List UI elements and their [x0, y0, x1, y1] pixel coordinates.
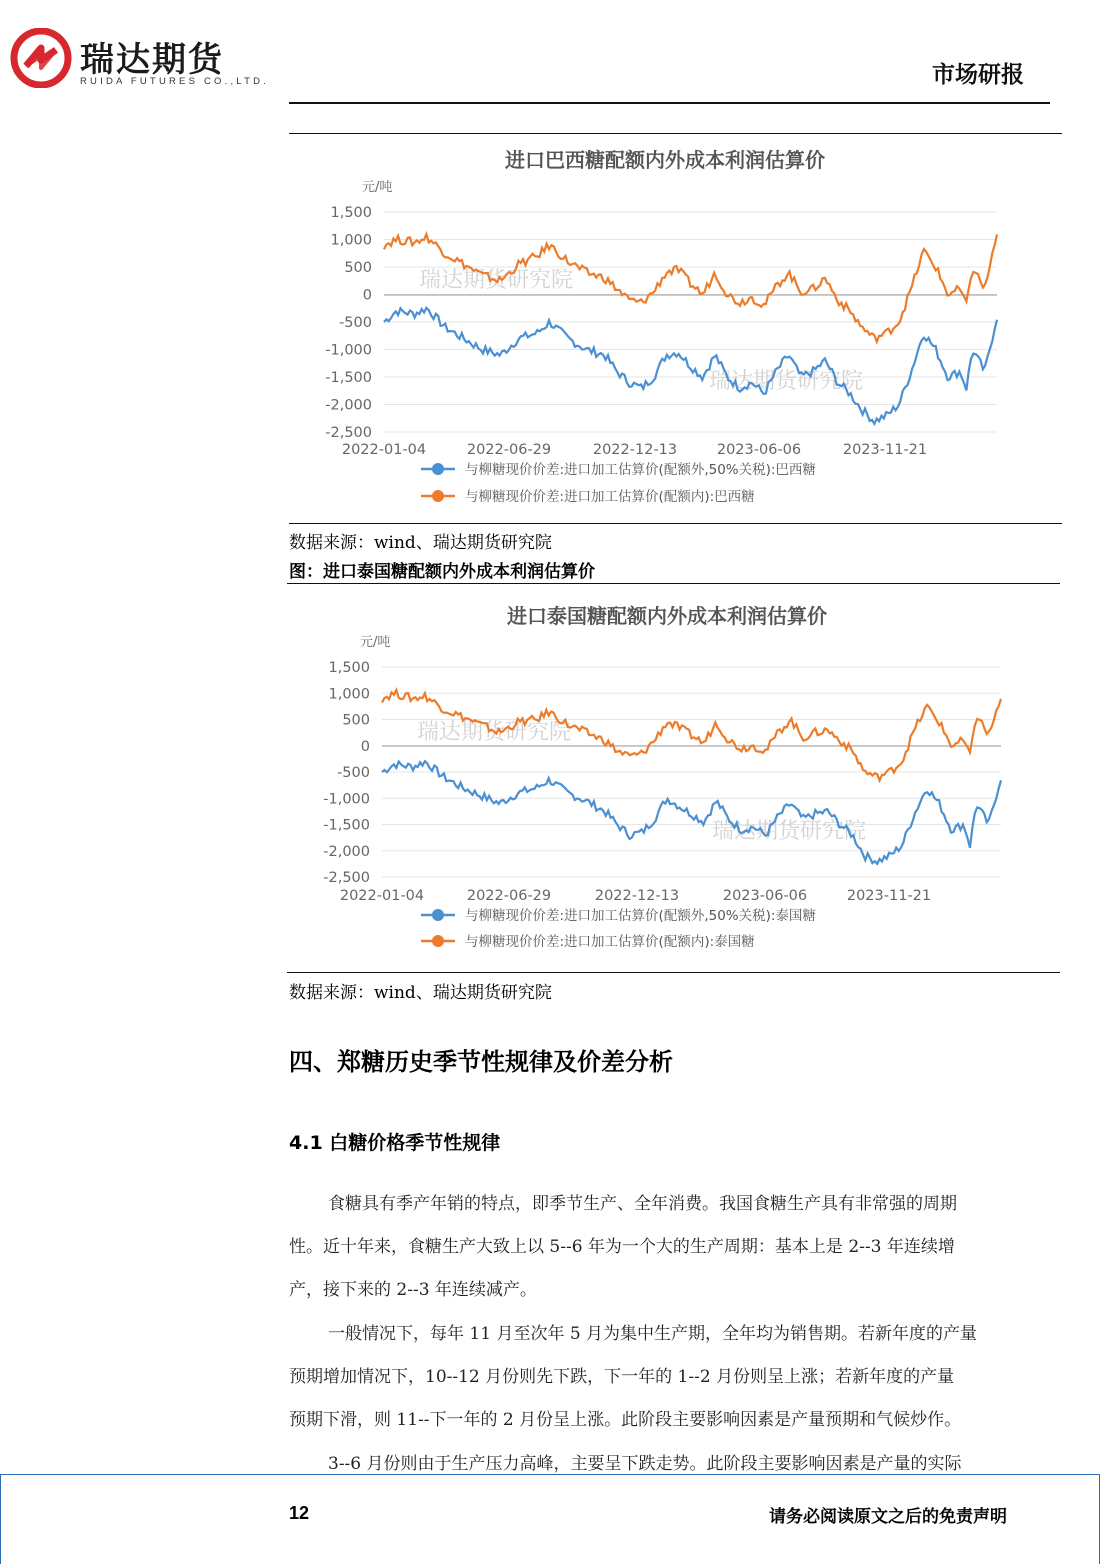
x-tick-label: 2023-06-06 [716, 442, 802, 458]
paragraph-line: 性。近十年来，食糖生产大致上以 5--6 年为一个大的生产周期：基本上是 2--3 年连续增 [289, 1237, 955, 1257]
chart-title: 进口巴西糖配额内外成本利润估算价 [505, 148, 825, 172]
section-heading: 四、郑糖历史季节性规律及价差分析 [289, 1047, 673, 1076]
y-tick-label: -2,000 [325, 397, 372, 414]
paragraph [289, 1313, 1049, 1442]
y-tick-label: -1,500 [323, 817, 370, 834]
series-line-out-quota [382, 761, 1001, 864]
legend-item-out-quota [421, 907, 816, 924]
y-tick-label: -2,000 [323, 843, 370, 860]
y-tick-label: 500 [342, 712, 370, 729]
y-axis-unit: 元/吨 [362, 180, 393, 195]
paragraph-line: 预期增加情况下，10--12 月份则先下跌，下一年的 1--2 月份则呈上涨；若新年度的产量 [289, 1367, 955, 1387]
y-tick-label: 1,000 [330, 232, 372, 249]
paragraph-line: 3--6 月份则由于生产压力高峰，主要呈下跌走势。此阶段主要影响因素是产量的实际 [328, 1454, 962, 1474]
figure-bottom-rule [287, 972, 1060, 973]
figure-caption: 图：进口泰国糖配额内外成本利润估算价 [289, 562, 595, 582]
y-tick-label: 0 [360, 738, 370, 755]
data-source: 数据来源：wind、瑞达期货研究院 [289, 983, 552, 1003]
paragraph-line: 食糖具有季产年销的特点，即季节生产、全年消费。我国食糖生产具有非常强的周期 [328, 1194, 957, 1214]
y-tick-label: 500 [344, 260, 372, 276]
x-tick-label: 2023-06-06 [722, 888, 808, 904]
report-type: 市场研报 [932, 62, 1024, 88]
watermark: 瑞达期货研究院 [712, 819, 867, 844]
legend-label: 与柳糖现价价差:进口加工估算价(配额外,50%关税):巴西糖 [465, 462, 816, 478]
y-tick-label: -500 [339, 315, 372, 331]
company-logo-icon [8, 28, 74, 88]
y-tick-label: -1,000 [323, 791, 370, 808]
x-tick-label: 2022-01-04 [341, 442, 427, 458]
subsection-heading: 4.1 白糖价格季节性规律 [289, 1132, 501, 1154]
series-line-out-quota [384, 308, 997, 424]
y-tick-label: 1,000 [328, 686, 370, 703]
x-tick-label: 2022-12-13 [592, 442, 678, 458]
x-tick-label: 2022-01-04 [339, 888, 425, 904]
y-tick-label: 1,500 [328, 660, 370, 676]
company-name: 瑞达期货 [80, 40, 224, 80]
y-tick-label: -500 [337, 765, 370, 781]
y-tick-label: 0 [362, 287, 372, 304]
watermark: 瑞达期货研究院 [419, 268, 574, 293]
brazil-sugar-chart [289, 135, 1062, 523]
figure-bottom-rule [289, 523, 1062, 524]
data-source: 数据来源：wind、瑞达期货研究院 [289, 533, 552, 553]
legend-label: 与柳糖现价价差:进口加工估算价(配额内):泰国糖 [465, 934, 755, 950]
legend-label: 与柳糖现价价差:进口加工估算价(配额外,50%关税):泰国糖 [465, 908, 816, 924]
paragraph-line: 产，接下来的 2--3 年连续减产。 [289, 1280, 537, 1300]
figure-top-rule [287, 583, 1060, 584]
legend-label: 与柳糖现价价差:进口加工估算价(配额内):巴西糖 [465, 489, 755, 505]
page-number: 12 [289, 1503, 310, 1523]
header-rule [289, 102, 1050, 104]
disclaimer-notice: 请务必阅读原文之后的免责声明 [769, 1507, 1007, 1527]
watermark: 瑞达期货研究院 [417, 720, 572, 745]
watermark: 瑞达期货研究院 [709, 369, 864, 394]
y-tick-label: -2,500 [323, 870, 370, 886]
company-name-en: RUIDA FUTURES CO.,LTD. [80, 76, 269, 87]
y-tick-label: -2,500 [325, 425, 372, 441]
y-axis-unit: 元/吨 [360, 635, 391, 650]
x-tick-label: 2023-11-21 [842, 442, 928, 458]
thailand-sugar-chart [287, 585, 1060, 971]
legend-item-in-quota [421, 488, 755, 505]
y-tick-label: -1,500 [325, 370, 372, 386]
x-tick-label: 2022-06-29 [466, 888, 552, 904]
x-tick-label: 2023-11-21 [846, 888, 932, 904]
footer [0, 1474, 1100, 1564]
paragraph-line: 预期下滑，则 11--下一年的 2 月份呈上涨。此阶段主要影响因素是产量预期和气候炒作。 [289, 1410, 962, 1430]
y-tick-label: 1,500 [330, 205, 372, 221]
paragraph-line: 一般情况下，每年 11 月至次年 5 月为集中生产期，全年均为销售期。若新年度的产量 [328, 1324, 978, 1344]
y-tick-label: -1,000 [325, 342, 372, 359]
x-tick-label: 2022-06-29 [466, 442, 552, 458]
figure-top-rule [289, 133, 1062, 134]
paragraph [289, 1183, 1049, 1312]
legend-item-out-quota [421, 461, 816, 478]
legend-item-in-quota [421, 933, 755, 950]
x-tick-label: 2022-12-13 [594, 888, 680, 904]
chart-title: 进口泰国糖配额内外成本利润估算价 [507, 604, 827, 628]
